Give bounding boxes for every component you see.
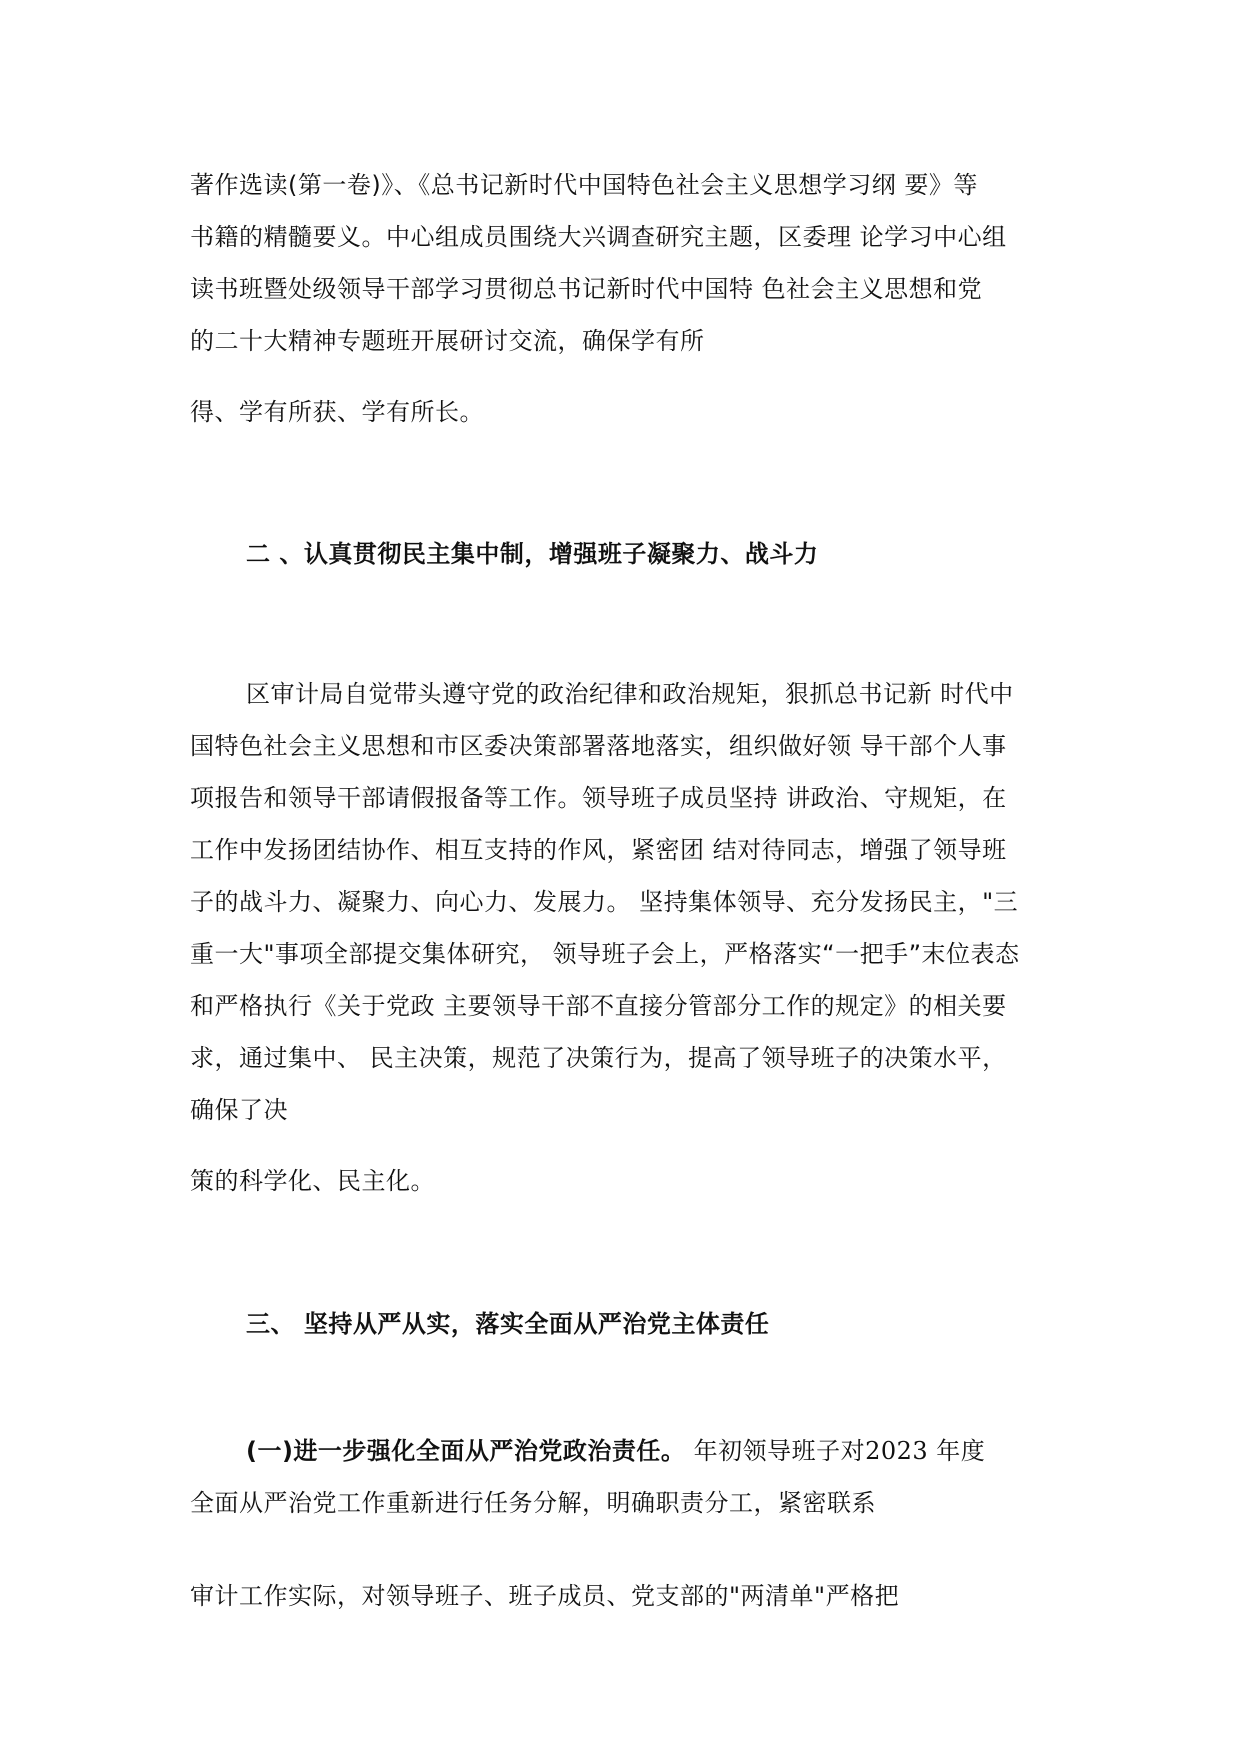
subsection-lead: (一)进一步强化全面从严治党政治责任。 [246, 1437, 686, 1465]
paragraph2-line-4: 工作中发扬团结协作、相互支持的作风，紧密团 结对待同志，增强了领导班 [190, 836, 1007, 864]
paragraph2-line-9: 确保了决 [190, 1096, 288, 1124]
paragraph2-line-6: 重一大"事项全部提交集体研究， 领导班子会上，严格落实“一把手”末位表态 [190, 940, 1020, 968]
paragraph2-line-1: 区审计局自觉带头遵守党的政治纪律和政治规矩，狠抓总书记新 时代中 [246, 680, 1014, 708]
paragraph2-line-5: 子的战斗力、凝聚力、向心力、发展力。 坚持集体领导、充分发扬民主，"三 [190, 888, 1019, 916]
paragraph2-line-2: 国特色社会主义思想和市区委决策部署落地落实，组织做好领 导干部个人事 [190, 732, 1007, 760]
paragraph2-line-3: 项报告和领导干部请假报备等工作。领导班子成员坚持 讲政治、守规矩，在 [190, 784, 1007, 812]
paragraph1-line-3: 读书班暨处级领导干部学习贯彻总书记新时代中国特 色社会主义思想和党 [190, 275, 983, 303]
paragraph3-line-1 [246, 1436, 985, 1466]
paragraph2-line-8: 求，通过集中、 民主决策，规范了决策行为，提高了领导班子的决策水平， [190, 1044, 1007, 1072]
year-number: 2023 [865, 1437, 929, 1465]
paragraph3-line-2: 全面从严治党工作重新进行任务分解，明确职责分工，紧密联系 [190, 1489, 876, 1517]
paragraph3-line-1-end: 年度 [928, 1437, 986, 1465]
paragraph1-line-1: 著作选读(第一卷)》、《总书记新时代中国特色社会主义思想学习纲 要》等 [190, 171, 978, 199]
paragraph2-line-7: 和严格执行《关于党政 主要领导干部不直接分管部分工作的规定》的相关要 [190, 992, 1007, 1020]
paragraph3-line-1-text: 年初领导班子对 [685, 1437, 866, 1465]
paragraph3-line-3: 审计工作实际，对领导班子、班子成员、党支部的"两清单"严格把 [190, 1582, 900, 1610]
paragraph2-line-10: 策的科学化、民主化。 [190, 1167, 435, 1195]
paragraph1-line-2: 书籍的精髓要义。中心组成员围绕大兴调查研究主题，区委理 论学习中心组 [190, 223, 1007, 251]
paragraph1-line-5: 得、学有所获、学有所长。 [190, 398, 484, 426]
section-heading-2: 二 、认真贯彻民主集中制，增强班子凝聚力、战斗力 [246, 540, 819, 568]
section-heading-3: 三、 坚持从严从实，落实全面从严治党主体责任 [246, 1310, 770, 1338]
paragraph1-line-4: 的二十大精神专题班开展研讨交流，确保学有所 [190, 327, 705, 355]
